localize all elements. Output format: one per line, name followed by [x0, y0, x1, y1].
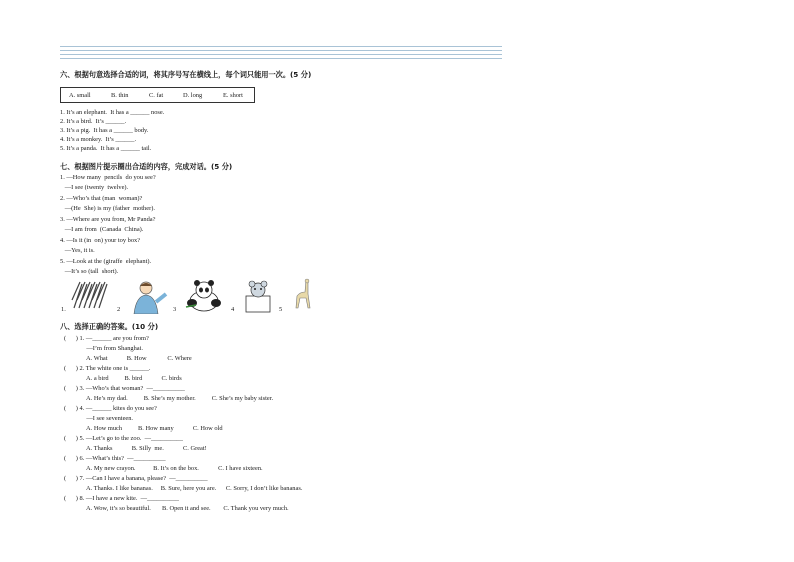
- s7-line: 4. —Is it (in on) your toy box?: [60, 237, 141, 244]
- s8-line: ( ) 4. —______ kites do you see?: [64, 405, 157, 412]
- s7-line: 1. —How many pencils do you see?: [60, 174, 156, 181]
- option-a: A. small: [69, 92, 91, 99]
- option-b: B. thin: [111, 92, 129, 99]
- s7-line: —I see (twenty twelve).: [60, 184, 129, 191]
- s7-line: 5. —Look at the (giraffe elephant).: [60, 258, 152, 265]
- s7-line: —It’s so (tall short).: [60, 268, 119, 275]
- s6-item-4: 4. It’s a monkey. It’s ______.: [60, 136, 137, 143]
- s8-line: ( ) 7. —Can I have a banana, please? —__________: [64, 475, 208, 482]
- option-d: D. long: [183, 92, 203, 99]
- s8-line: ( ) 8. —I have a new kite. —__________: [64, 495, 180, 502]
- s8-line: A. How much B. How many C. How old: [64, 425, 223, 432]
- s8-line: A. My new crayon. B. It’s on the box. C. I have sixteen.: [64, 465, 263, 472]
- toy-box-picture: [242, 280, 276, 314]
- picture-number-4: 4: [231, 306, 235, 313]
- s8-line: A. What B. How C. Where: [64, 355, 192, 362]
- s6-item-3: 3. It’s a pig. It has a ______ body.: [60, 127, 149, 134]
- s8-line: ( ) 6. —What’s this? —__________: [64, 455, 166, 462]
- s8-line: ( ) 5. —Let’s go to the zoo. —__________: [64, 435, 183, 442]
- s7-line: —I am from (Canada China).: [60, 226, 144, 233]
- s7-line: —Yes, it is.: [60, 247, 95, 254]
- picture-number-1: 1.: [61, 306, 66, 313]
- header-rules: [60, 46, 502, 62]
- option-e: E. short: [223, 92, 243, 99]
- s7-line: 3. —Where are you from, Mr Panda?: [60, 216, 156, 223]
- picture-number-5: 5: [279, 306, 283, 313]
- s6-item-1: 1. It’s an elephant. It has a ______ nose.: [60, 109, 165, 116]
- panda-picture: [184, 279, 224, 313]
- option-c: C. fat: [149, 92, 164, 99]
- giraffe-picture: [292, 278, 314, 312]
- section6-title: 六、根据句意选择合适的词，将其序号写在横线上，每个词只能用一次。(5 分): [60, 70, 312, 79]
- picture-number-2: 2: [117, 306, 121, 313]
- s8-line: A. He’s my dad. B. She’s my mother. C. She’s my baby sister.: [64, 395, 274, 402]
- s8-line: —I’m from Shanghai.: [64, 345, 143, 352]
- section8-title: 八、选择正确的答案。(10 分): [60, 322, 159, 331]
- s6-item-5: 5. It’s a panda. It has a ______ tail.: [60, 145, 152, 152]
- s8-line: A. Thanks B. Silly me. C. Great!: [64, 445, 207, 452]
- s7-line: 2. —Who’s that (man woman)?: [60, 195, 143, 202]
- s8-line: ( ) 1. —______ are you from?: [64, 335, 149, 342]
- s8-line: A. a bird B. bird C. birds: [64, 375, 182, 382]
- word-options-box: [60, 87, 255, 103]
- s8-line: A. Thanks. I like bananas. B. Sure, here you are. C. Sorry, I don’t like bananas.: [64, 485, 303, 492]
- s8-line: ( ) 3. —Who’s that woman? —__________: [64, 385, 185, 392]
- section7-title: 七、根据图片提示圈出合适的内容，完成对话。(5 分): [60, 162, 233, 171]
- s8-line: —I see seventeen.: [64, 415, 134, 422]
- s7-line: —(He She) is my (father mother).: [60, 205, 155, 212]
- pencils-picture: [70, 280, 114, 312]
- s8-line: A. Wow, it’s so beautiful. B. Open it and see. C. Thank you very much.: [64, 505, 289, 512]
- man-picture: [126, 280, 170, 314]
- s8-line: ( ) 2. The white one is ______.: [64, 365, 151, 372]
- picture-number-3: 3: [173, 306, 177, 313]
- s6-item-2: 2. It’s a bird. It’s ______.: [60, 118, 127, 125]
